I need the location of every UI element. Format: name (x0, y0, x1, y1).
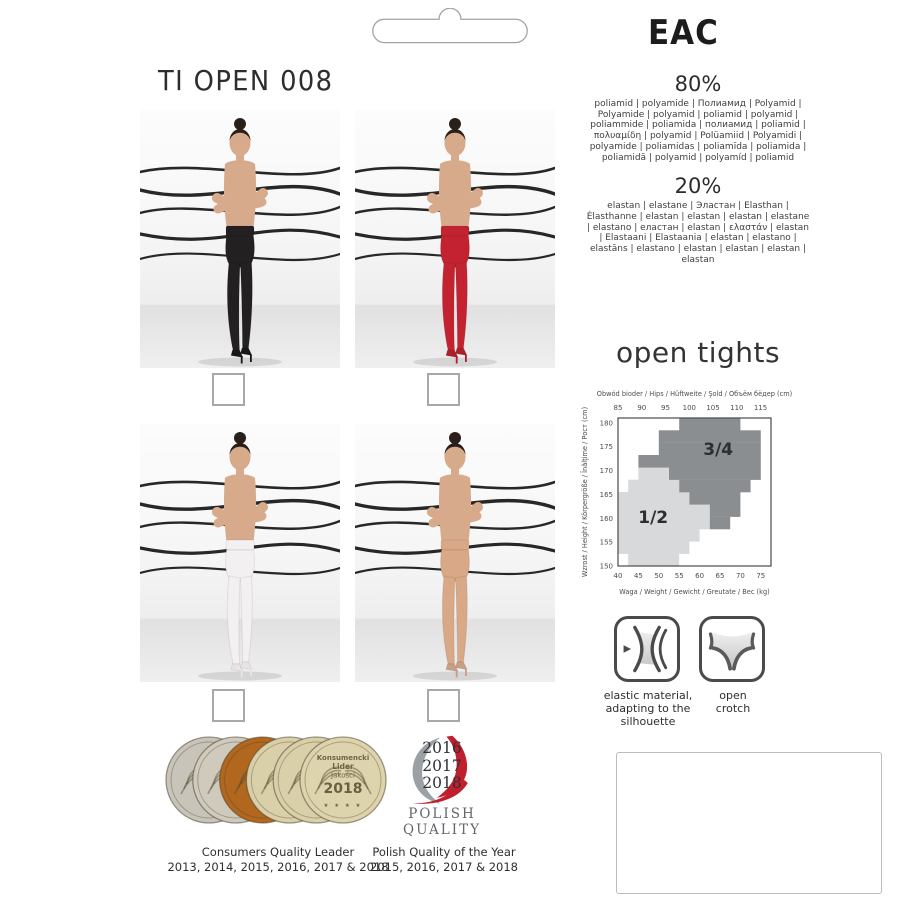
svg-text:100: 100 (682, 404, 696, 412)
svg-text:60: 60 (695, 572, 705, 580)
consumer-quality-medals (163, 733, 393, 831)
composition-block (585, 72, 811, 265)
svg-text:3/4: 3/4 (703, 440, 734, 460)
elastic-material-caption: elastic material, adapting to the silhouette (603, 689, 693, 728)
svg-text:40: 40 (613, 572, 623, 580)
size-mark-checkbox-white[interactable] (212, 689, 245, 722)
svg-text:Jakości: Jakości (331, 771, 355, 780)
svg-text:Obwód bioder / Hips / Hüftweit: Obwód bioder / Hips / Hüftweite / Şold / Объём бёдер (cm) (596, 390, 793, 398)
svg-text:90: 90 (637, 404, 647, 412)
blank-label-box (616, 752, 882, 894)
model-illustration-red (355, 110, 555, 368)
product-photo-beige-tights (355, 424, 555, 682)
model-illustration-black (140, 110, 340, 368)
svg-text:Lider: Lider (332, 762, 354, 771)
svg-text:180: 180 (599, 419, 613, 428)
product-photo-red-tights (355, 110, 555, 368)
open-crotch-icon (699, 616, 765, 682)
svg-text:85: 85 (613, 404, 623, 412)
elastane-languages: elastan | elastane | Эластан | Elasthan | Élasthanne | elastan | elastan | elastan | elastane | elastano | еластан | elastan | ελαστάν | elastan | Elastaani | Elastaania | elastan | elastano | elastāns | elastano | elastan | elastan | elastan | elastan (586, 201, 810, 265)
elastane-percent: 20% (674, 174, 722, 199)
size-mark-checkbox-red[interactable] (427, 373, 460, 406)
svg-text:Konsumencki: Konsumencki (316, 754, 370, 762)
svg-text:1/2: 1/2 (638, 508, 669, 529)
svg-text:70: 70 (735, 572, 745, 580)
consumers-quality-caption: Consumers Quality Leader 2013, 2014, 2015, 2016, 2017 & 2018 (167, 845, 389, 874)
product-title: TI OPEN 008 (158, 64, 334, 97)
size-mark-checkbox-beige[interactable] (427, 689, 460, 722)
elastic-material-icon (614, 616, 680, 682)
polyamide-percent: 80% (674, 72, 722, 96)
size-mark-checkbox-black[interactable] (212, 373, 245, 406)
svg-text:★ ★ ★ ★: ★ ★ ★ ★ (323, 803, 363, 809)
svg-text:105: 105 (706, 404, 720, 412)
open-crotch-caption: open crotch (715, 689, 751, 715)
svg-text:175: 175 (599, 443, 613, 452)
size-chart (578, 384, 813, 600)
polyamide-languages: poliamid | polyamide | Полиамид | Polyamid | Polyamide | polyamid | poliamid | polyamid | poliammide | poliamida | полиамид | poliamid | πολυαμίδη | polyamid | Polüamiid | Polyamidi | polyamide | poliamidas | poliamīda | poliamida | poliamidā | polyamid | polyamíd | poliamid (589, 99, 807, 163)
polish-quality-logo-name: POLISH QUALITY (403, 806, 481, 838)
svg-text:Wzrost / Height / Körpergröße: Wzrost / Height / Körpergröße / Înălţime / Рост (cm) (581, 406, 589, 578)
model-illustration-beige (355, 424, 555, 682)
svg-text:150: 150 (599, 562, 613, 571)
svg-text:165: 165 (599, 490, 613, 499)
svg-text:95: 95 (661, 404, 670, 412)
svg-text:45: 45 (633, 572, 643, 580)
svg-text:115: 115 (753, 404, 768, 412)
svg-text:170: 170 (599, 467, 613, 475)
hanger-hole (372, 8, 528, 46)
product-photo-white-tights (140, 424, 340, 682)
svg-text:155: 155 (599, 538, 613, 547)
product-type-label: open tights (615, 336, 781, 369)
svg-text:110: 110 (730, 404, 744, 412)
polish-quality-logo-years: 2016 2017 2018 (422, 739, 462, 792)
svg-text:Waga / Weight / Gewicht / Greu: Waga / Weight / Gewicht / Greutate / Вес (kg) (619, 588, 770, 596)
svg-text:2018: 2018 (323, 781, 363, 797)
model-illustration-white (140, 424, 340, 682)
svg-text:50: 50 (654, 572, 664, 580)
eac-certification-mark: EAC (648, 14, 719, 53)
svg-text:65: 65 (715, 572, 725, 580)
product-photo-black-tights (140, 110, 340, 368)
svg-text:55: 55 (674, 572, 684, 580)
svg-text:75: 75 (756, 572, 766, 580)
polish-quality-caption: Polish Quality of the Year 2015, 2016, 2017 & 2018 (370, 845, 518, 874)
svg-text:160: 160 (599, 514, 613, 523)
